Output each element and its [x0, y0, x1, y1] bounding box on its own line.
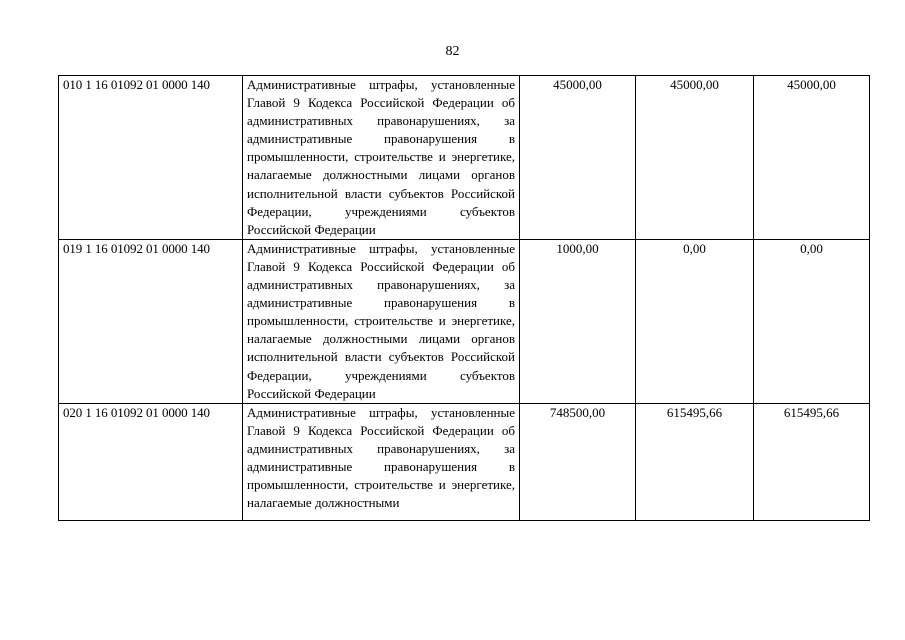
amount-cell-1: 45000,00: [520, 76, 636, 240]
table-row: [59, 403, 870, 520]
amount-cell-1: 1000,00: [520, 239, 636, 403]
amount-cell-3: 0,00: [754, 239, 870, 403]
amount-cell-2: 615495,66: [636, 403, 754, 520]
amount-cell-2: 45000,00: [636, 76, 754, 240]
budget-code-cell: 019 1 16 01092 01 0000 140: [59, 239, 243, 403]
table-row: [59, 239, 870, 403]
amount-cell-2: 0,00: [636, 239, 754, 403]
description-cell: [243, 403, 520, 520]
amount-cell-1: 748500,00: [520, 403, 636, 520]
table-row: [59, 76, 870, 240]
budget-code-cell: 020 1 16 01092 01 0000 140: [59, 403, 243, 520]
page-number: 82: [445, 44, 460, 59]
description-text: Административные штрафы, установленные Главой 9 Кодекса Российской Федерации об административных правонарушениях, за административные правонарушения в промышленности, строительстве и энергетике, налагаемые должностными: [247, 404, 515, 511]
budget-table: [58, 75, 870, 521]
amount-cell-3: 45000,00: [754, 76, 870, 240]
description-cell: Административные штрафы, установленные Главой 9 Кодекса Российской Федерации об административных правонарушениях, за административные правонарушения в промышленности, строительстве и энергетике, налагаемые должностными лицами органов исполнительной власти субъектов Российской Федерации, учреждениями субъектов Российской Федерации: [243, 76, 520, 240]
description-cell: Административные штрафы, установленные Главой 9 Кодекса Российской Федерации об административных правонарушениях, за административные правонарушения в промышленности, строительстве и энергетике, налагаемые должностными лицами органов исполнительной власти субъектов Российской Федерации, учреждениями субъектов Российской Федерации: [243, 239, 520, 403]
budget-code-cell: 010 1 16 01092 01 0000 140: [59, 76, 243, 240]
amount-cell-3: 615495,66: [754, 403, 870, 520]
